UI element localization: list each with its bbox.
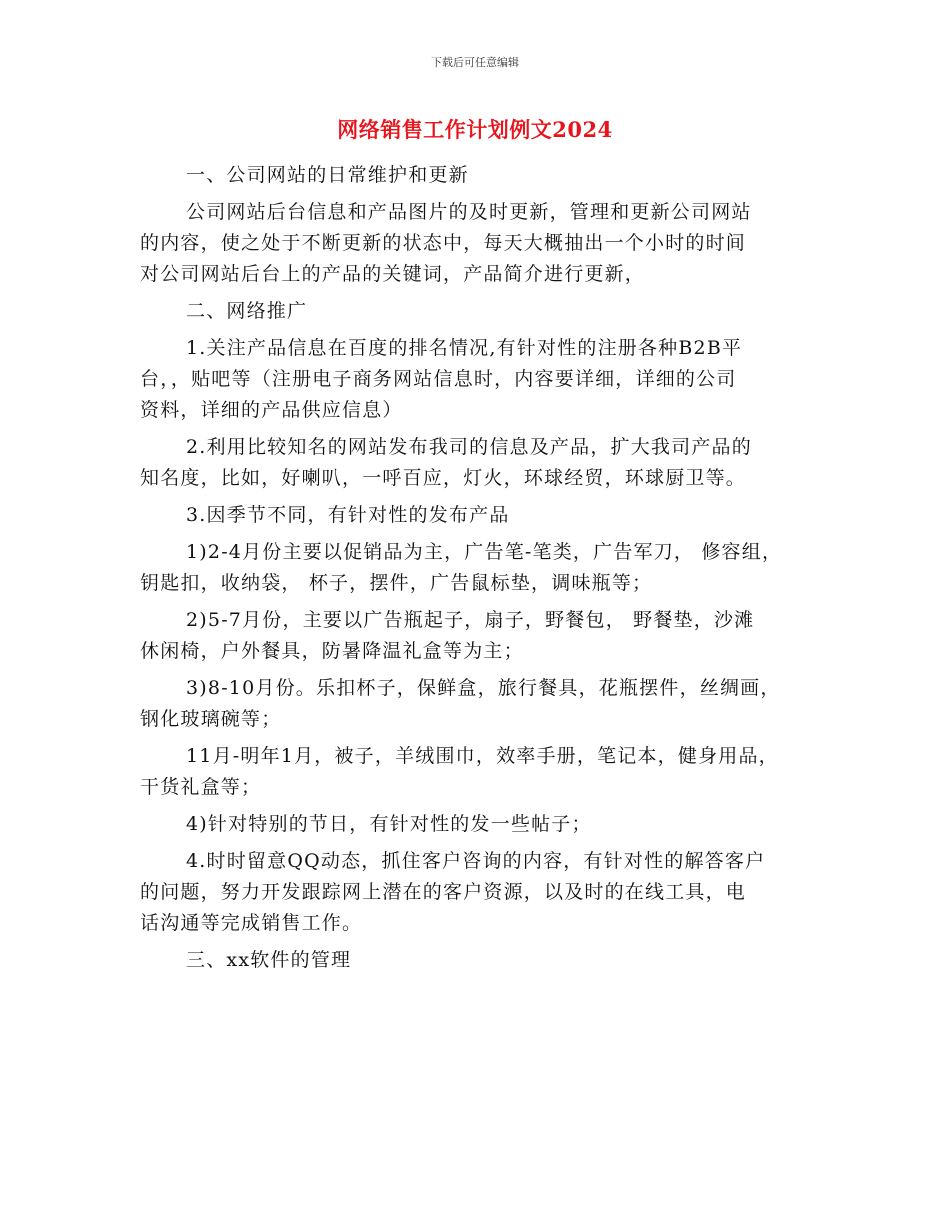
text-line: 3.因季节不同，有针对性的发布产品: [186, 504, 510, 526]
paragraph-item-3: [140, 500, 830, 531]
text-line: 的内容，使之处于不断更新的状态中，每天大概抽出一个小时的时间: [140, 232, 747, 254]
text-line: 3)8-10月份。乐扣杯子，保鲜盒，旅行餐具，花瓶摆件，丝绸画，: [186, 677, 781, 699]
text-line: 话沟通等完成销售工作。: [140, 912, 363, 934]
text-line: 的问题，努力开发跟踪网上潜在的客户资源，以及时的在线工具，电: [140, 881, 747, 903]
text-line: 4)针对特别的节日，有针对性的发一些帖子；: [186, 813, 592, 835]
paragraph-subitem-2: [140, 605, 830, 667]
text-line: 1)2-4月份主要以促销品为主，广告笔-笔类，广告军刀， 修容组，: [186, 541, 783, 563]
paragraph-subitem-1: [140, 537, 830, 599]
text-line: 钥匙扣，收纳袋， 杯子，摆件，广告鼠标垫，调味瓶等；: [140, 572, 653, 594]
text-line: 11月-明年1月，被子，羊绒围巾，效率手册，笔记本，健身用品，: [186, 745, 779, 767]
paragraph-subitem-winter: [140, 741, 830, 803]
text-line: 4.时时留意QQ动态，抓住客户咨询的内容，有针对性的解答客户: [186, 850, 766, 872]
paragraph-item-1: [140, 333, 830, 426]
text-line: 2.利用比较知名的网站发布我司的信息及产品，扩大我司产品的: [186, 436, 752, 458]
document-body: [140, 160, 830, 976]
text-line: 钢化玻璃碗等；: [140, 708, 282, 730]
text-line: 三、xx软件的管理: [186, 949, 352, 971]
text-line: 台，，贴吧等（注册电子商务网站信息时，内容要详细，详细的公司: [140, 368, 737, 390]
text-line: 休闲椅，户外餐具，防暑降温礼盒等为主；: [140, 640, 524, 662]
header-note: 下载后可任意编辑: [431, 56, 519, 69]
text-line: 干货礼盒等；: [140, 776, 262, 798]
document-title: 网络销售工作计划例文2024: [337, 117, 613, 142]
section-heading-2: [140, 296, 830, 327]
paragraph-item-2: [140, 432, 830, 494]
section-heading-1: [140, 160, 830, 191]
text-line: 公司网站后台信息和产品图片的及时更新，管理和更新公司网站: [186, 201, 752, 223]
text-line: 二、网络推广: [186, 300, 308, 322]
text-line: 知名度，比如，好喇叭，一呼百应，灯火，环球经贸，环球厨卫等。: [140, 467, 747, 489]
text-line: 一、公司网站的日常维护和更新: [186, 164, 469, 186]
text-line: 对公司网站后台上的产品的关键词，产品简介进行更新，: [140, 263, 646, 285]
paragraph-subitem-3: [140, 673, 830, 735]
section-heading-3: [140, 945, 830, 976]
paragraph-item-4: [140, 846, 830, 939]
text-line: 资料，详细的产品供应信息）: [140, 399, 403, 421]
text-line: 2)5-7月份，主要以广告瓶起子，扇子，野餐包， 野餐垫，沙滩: [186, 609, 755, 631]
text-line: 1.关注产品信息在百度的排名情况,有针对性的注册各种B2B平: [186, 337, 743, 359]
paragraph-subitem-4: [140, 809, 830, 840]
paragraph-website-maintenance: [140, 197, 830, 290]
